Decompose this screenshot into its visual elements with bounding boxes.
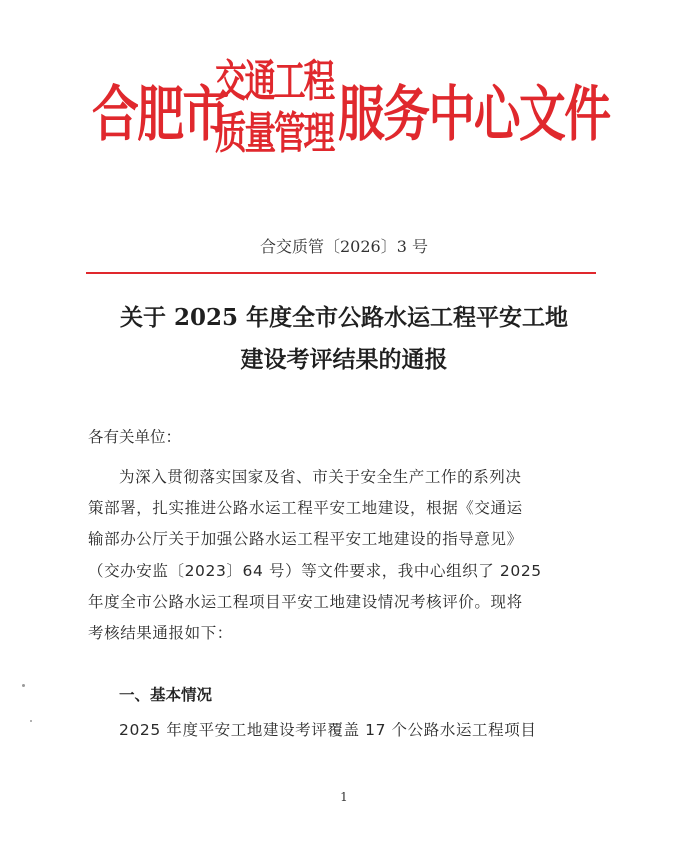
paragraph-2: 2025 年度平安工地建设考评覆盖 17 个公路水运工程项目	[119, 721, 537, 739]
paragraph-1	[88, 462, 598, 649]
title-line-1: 关于 2025 年度全市公路水运工程平安工地	[119, 304, 569, 331]
page-number: 1	[340, 790, 348, 804]
document-number: 合交质管〔2026〕3 号	[260, 237, 428, 256]
salutation: 各有关单位：	[88, 428, 182, 446]
scan-speck	[22, 684, 25, 687]
paragraph-1-line: 为深入贯彻落实国家及省、市关于安全生产工作的系列决	[119, 468, 522, 486]
masthead-agency-stack	[215, 56, 350, 160]
section-heading-basic-info: 一、基本情况	[119, 686, 213, 704]
masthead-city: 合肥市	[92, 80, 228, 150]
paragraph-1-line: 策部署，扎实推进公路水运工程平安工地建设，根据《交通运	[88, 499, 523, 518]
scan-speck	[30, 720, 32, 722]
red-masthead	[92, 52, 610, 167]
paragraph-1-line: 输部办公厅关于加强公路水运工程平安工地建设的指导意见》	[88, 530, 523, 549]
masthead-stack-top: 交通工程	[215, 56, 334, 107]
masthead-service-center: 服务中心文件	[338, 80, 610, 150]
paragraph-1-line: 考核结果通报如下：	[88, 623, 233, 642]
masthead-stack-bottom: 质量管理	[215, 108, 334, 159]
paragraph-1-line: 年度全市公路水运工程项目平安工地建设情况考核评价。现将	[88, 592, 523, 611]
paragraph-1-line: （交办安监〔2023〕64 号）等文件要求，我中心组织了 2025	[88, 561, 542, 580]
red-divider	[86, 272, 596, 274]
title-line-2: 建设考评结果的通报	[240, 346, 448, 373]
